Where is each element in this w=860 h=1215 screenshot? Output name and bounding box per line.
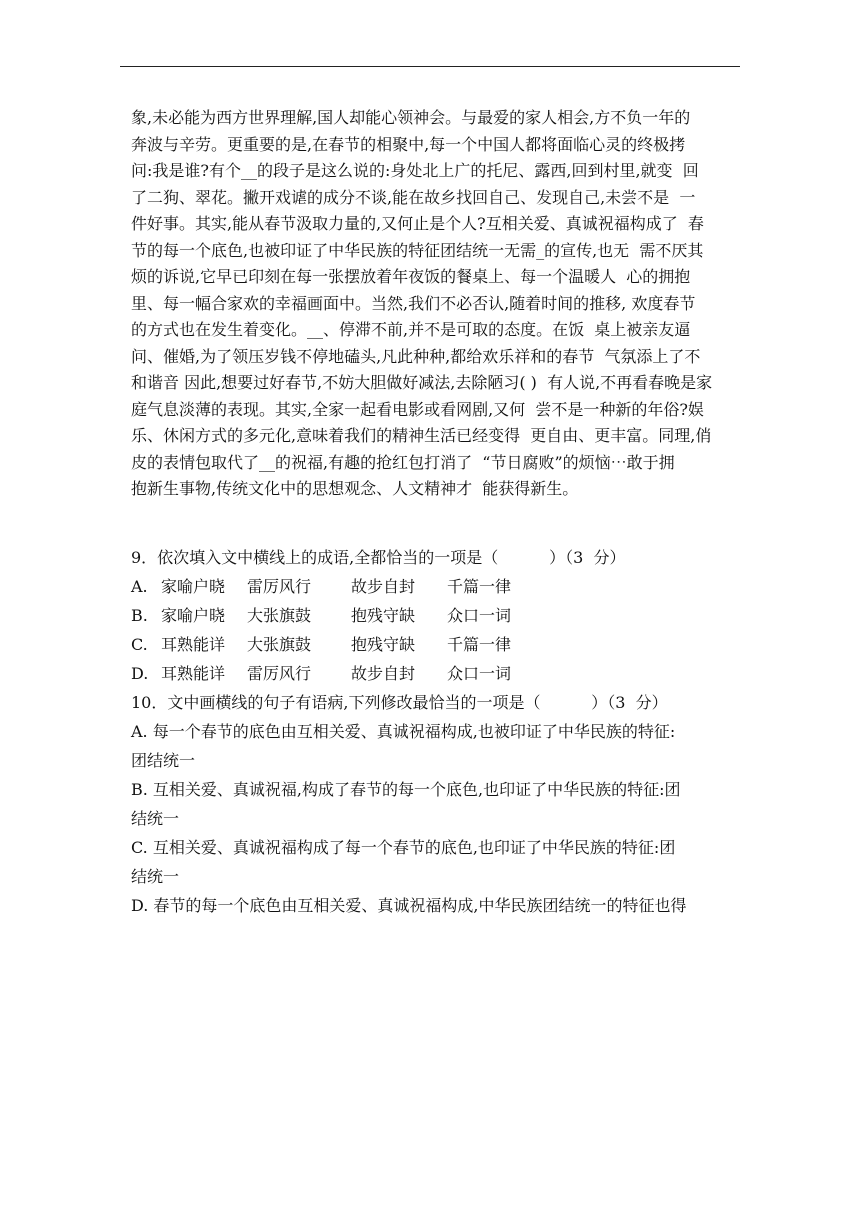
question-10-option-line: 结统一 [131, 867, 180, 886]
passage-line: 庭气息淡薄的表现。其实,全家一起看电影或看网剧,又何 尝不是一种新的年俗?娱 [131, 399, 704, 419]
passage-line: 里、每一幅合家欢的幸福画面中。当然,我们不必否认,随着时间的推移, 欢度春节 [131, 293, 696, 313]
passage-line: 烦的诉说,它早已印刻在每一张摆放着年夜饭的餐桌上、每一个温暖人 心的拥抱 [131, 267, 691, 286]
question-10-option-line: A. 每一个春节的底色由互相关爱、真诚祝福构成,也被印证了中华民族的特征: [131, 722, 676, 741]
passage-line: 抱新生事物,传统文化中的思想观念、人文精神才 能获得新生。 [131, 479, 579, 498]
option-word: 雷厉风行 [247, 577, 312, 596]
option-word: 众口一词 [447, 606, 512, 625]
question-10-option-line: C. 互相关爱、真诚祝福构成了每一个春节的底色,也印证了中华民族的特征:团 [131, 838, 676, 857]
passage-line: 问、催婚,为了领压岁钱不停地磕头,凡此种种,都给欢乐祥和的春节 气氛添上了不 [131, 346, 701, 366]
passage-line: 皮的表情包取代了__的祝福,有趣的抢红包打消了 “节日腐败”的烦恼⋯敢于拥 [131, 452, 675, 472]
passage-line: 的方式也在发生着变化。__、停滞不前,并不是可取的态度。在饭 桌上被亲友逼 [131, 320, 691, 339]
question-10-option-line: 团结统一 [131, 751, 196, 770]
question-10-option-line: 结统一 [131, 809, 180, 828]
option-word: 故步自封 [351, 664, 416, 683]
option-word: 千篇一律 [447, 635, 512, 654]
passage-line: 节的每一个底色,也被印证了中华民族的特征团结统一无需_的宣传,也无 需不厌其 [131, 240, 704, 260]
question-10-option-line: D. 春节的每一个底色由互相关爱、真诚祝福构成,中华民族团结统一的特征也得 [131, 896, 687, 915]
question-9-option-a [131, 572, 751, 601]
question-10-option-line: B. 互相关爱、真诚祝福,构成了春节的每一个底色,也印证了中华民族的特征:团 [131, 780, 681, 799]
option-word: 家喻户晓 [161, 606, 226, 625]
option-letter: B. [131, 606, 148, 625]
header-rule [120, 66, 740, 67]
passage-line: 件好事。其实,能从春节汲取力量的,又何止是个人?互相关爱、真诚祝福构成了 春 [131, 214, 704, 233]
passage-line: 问:我是谁?有个__的段子是这么说的:身处北上广的托尼、露西,回到村里,就变 回 [131, 161, 699, 180]
option-word: 雷厉风行 [247, 664, 312, 683]
reading-passage [131, 105, 751, 503]
passage-line: 象,未必能为西方世界理解,国人却能心领神会。与最爱的家人相会,方不负一年的 [131, 108, 691, 127]
option-word: 大张旗鼓 [247, 606, 312, 625]
option-word: 大张旗鼓 [247, 635, 312, 654]
question-9-option-c [131, 630, 751, 659]
questions-section [131, 543, 751, 920]
passage-line: 奔波与辛劳。更重要的是,在春节的相聚中,每一个中国人都将面临心灵的终极拷 [131, 134, 686, 154]
option-word: 故步自封 [351, 577, 416, 596]
passage-line: 乐、休闲方式的多元化,意味着我们的精神生活已经变得 更自由、更丰富。同理,俏 [131, 426, 712, 445]
question-10-stem: 10．文中画横线的句子有语病,下列修改最恰当的一项是（ ）（3 分） [131, 693, 668, 712]
option-letter: D. [131, 664, 149, 683]
question-9-option-d [131, 659, 751, 688]
option-word: 家喻户晓 [161, 577, 226, 596]
passage-line: 了二狗、翠花。撇开戏谑的成分不谈,能在故乡找回自己、发现自己,未尝不是 一 [131, 187, 696, 207]
option-word: 抱残守缺 [351, 635, 416, 654]
option-word: 耳熟能详 [161, 635, 226, 654]
question-9-option-b [131, 601, 751, 630]
option-word: 耳熟能详 [161, 664, 226, 683]
question-9-stem: 9．依次填入文中横线上的成语,全都恰当的一项是（ ）（3 分） [131, 548, 626, 567]
option-letter: C. [131, 635, 148, 654]
option-letter: A. [131, 577, 148, 596]
option-word: 抱残守缺 [351, 606, 416, 625]
option-word: 千篇一律 [447, 577, 512, 596]
passage-line: 和谐音 因此,想要过好春节,不妨大胆做好减法,去除陋习( ) 有人说,不再看春晚是家 [131, 373, 713, 392]
option-word: 众口一词 [447, 664, 512, 683]
